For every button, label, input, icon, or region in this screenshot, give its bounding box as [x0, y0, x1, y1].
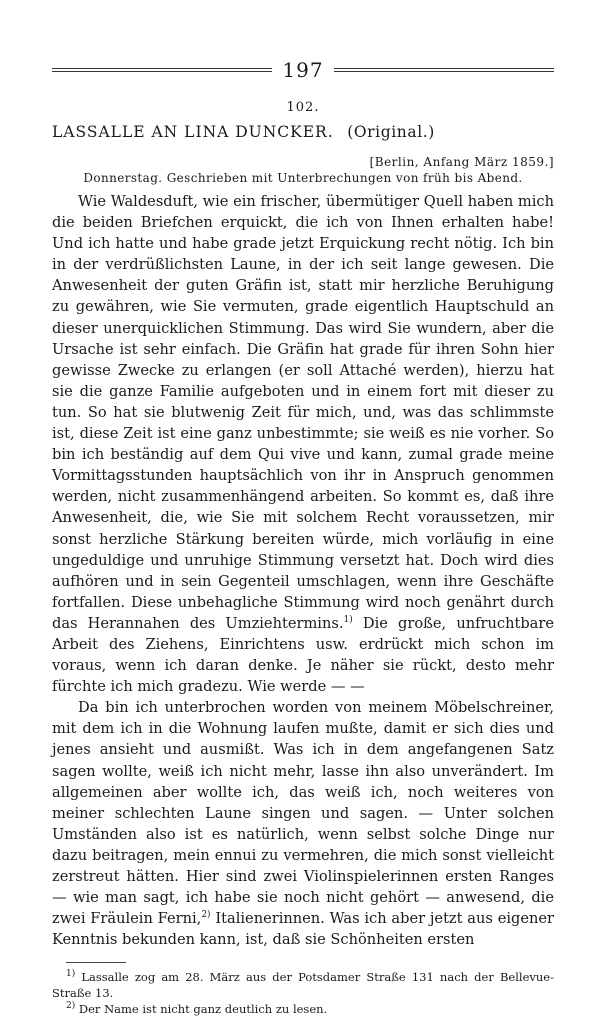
header-rule-left — [52, 68, 272, 72]
footnote-ref-1: 1) — [343, 615, 353, 626]
paragraph-1-part-b: Die große, unfruchtbare Arbeit des Ziehens, Einrichtens usw. erdrückt mich schon im voraus, wenn ich daran denke. Je näher sie rückt, desto mehr fürchte ich mich gradezu. Wie werde — — — [52, 614, 554, 696]
footnote-1-mark: 1) — [66, 969, 76, 980]
book-page — [52, 52, 554, 1017]
letter-title — [52, 123, 554, 141]
page-number: 197 — [282, 58, 324, 82]
letter-title-author: LASSALLE AN LINA DUNCKER. — [52, 123, 334, 141]
footnote-2-text: Der Name ist nicht ganz deutlich zu lesen. — [75, 1002, 328, 1017]
footnote-2 — [52, 1001, 554, 1017]
page-header — [52, 52, 554, 88]
letter-body — [52, 191, 554, 950]
paragraph-1 — [52, 191, 554, 697]
paragraph-2-part-a: Da bin ich unterbrochen worden von meinem Möbelschreiner, mit dem ich in die Wohnung laufen mußte, damit er sich dies und jenes ansieht und ausmißt. Was ich in dem angefangenen Satz sagen wollte, weiß ich nicht mehr, lasse ihn also unverändert. Im allgemeinen aber wollte ich, das weiß ich, noch weiteres von meiner schlechten Laune singen und sagen. — Unter solchen Umständen also ist es natürlich, wenn selbst solche Dinge nur dazu beitragen, mein ennui zu vermehren, die mich sonst vielleicht zerstreut hätten. Hier sind zwei Violinspielerinnen ersten Ranges — wie man sagt, ich habe sie noch nicht gehört — anwesend, die zwei Fräulein Ferni, — [52, 699, 554, 928]
letter-dateline: [Berlin, Anfang März 1859.] — [369, 155, 554, 169]
footnote-1 — [52, 969, 554, 1001]
footnote-2-mark: 2) — [66, 1001, 76, 1012]
letter-title-note: (Original.) — [347, 123, 435, 141]
footnote-1-text: Lassalle zog am 28. März aus der Potsdamer Straße 131 nach der Bellevue-Straße 13. — [52, 970, 554, 1001]
footnotes — [52, 969, 554, 1017]
letter-subdate: Donnerstag. Geschrieben mit Unterbrechungen von früh bis Abend. — [83, 171, 523, 185]
footnote-divider — [66, 962, 126, 963]
paragraph-2-part-b: Italienerinnen. Was ich aber jetzt aus eigener Kenntnis bekunden kann, ist, daß sie Schönheiten ersten — [52, 910, 554, 949]
paragraph-2 — [52, 697, 554, 950]
letter-number: 102. — [286, 100, 320, 115]
footnote-ref-2: 2) — [201, 910, 211, 921]
header-rule-right — [334, 68, 554, 72]
paragraph-1-part-a: Wie Waldesduft, wie ein frischer, übermütiger Quell haben mich die beiden Briefchen erquickt, die ich von Ihnen erhalten habe! Und ich hatte und habe grade jetzt Erquickung recht nötig. Ich bin in der verdrüßlichsten Laune, in der ich seit lange gewesen. Die Anwesenheit der guten Gräfin ist, statt mir herzliche Beruhigung zu gewähren, wie Sie vermuten, grade eigentlich Hauptschuld an dieser unerquicklichen Stimmung. Das wird Sie wundern, aber die Ursache ist sehr einfach. Die Gräfin hat grade für ihren Sohn hier gewisse Zwecke zu erlangen (er soll Attaché werden), hierzu hat sie die ganze Familie aufgeboten und in einem fort mit dieser zu tun. So hat sie blutwenig Zeit für mich, und, was das schlimmste ist, diese Zeit ist eine ganz unbestimmte; sie weiß es nie vorher. So bin ich beständig auf dem Qui vive und kann, zumal grade meine Vormittagsstunden hauptsächlich von ihr in Anspruch genommen werden, nicht zusammenhängend arbeiten. So kommt es, daß ihre Anwesenheit, die, wie Sie mit solchem Recht voraussetzen, mir sonst herzliche Stärkung bereiten würde, mich vorläufig in eine ungeduldige und unruhige Stimmung versetzt hat. Doch wird dies aufhören und in sein Gegenteil umschlagen, wenn ihre Geschäfte fortfallen. Diese unbehagliche Stimmung wird noch genährt durch das Herannahen des Umziehtermins. — [52, 193, 554, 632]
